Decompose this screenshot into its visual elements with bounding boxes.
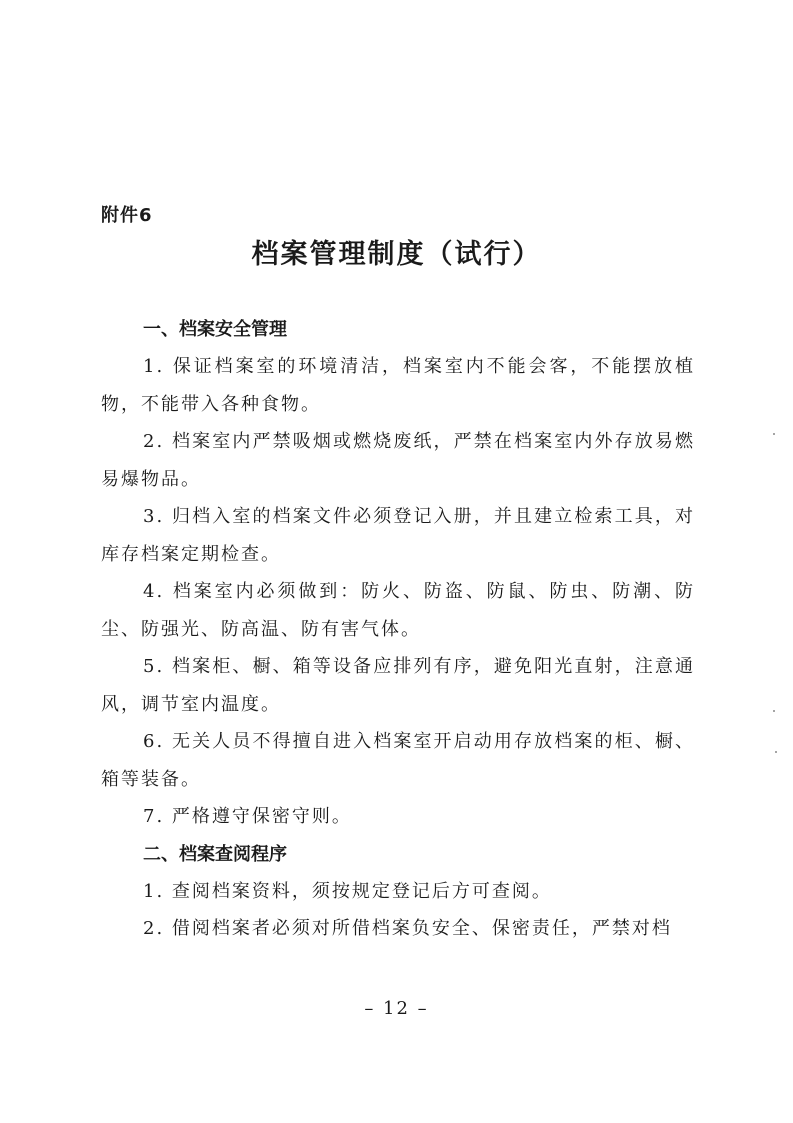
document-title: 档案管理制度（试行）: [251, 239, 542, 270]
paragraph: 5. 档案柜、橱、箱等设备应排列有序，避免阳光直射，注意通风，调节室内温度。: [101, 656, 695, 715]
section-heading: 二、档案查阅程序: [143, 843, 287, 865]
scan-speck: [775, 751, 777, 753]
scan-speck: [773, 710, 775, 712]
paragraph: 1. 查阅档案资料，须按规定登记后方可查阅。: [143, 880, 552, 902]
paragraph: 1. 保证档案室的环境清洁，档案室内不能会客，不能摆放植物，不能带入各种食物。: [101, 356, 695, 415]
paragraph: 7. 严格遵守保密守则。: [143, 806, 352, 827]
paragraph: 2. 借阅档案者必须对所借档案负安全、保密责任，严禁对档: [143, 918, 672, 939]
page-number: – 12 –: [364, 998, 429, 1019]
section-heading: 一、档案安全管理: [143, 319, 287, 340]
annex-label: 附件6: [101, 205, 153, 226]
document-body: [101, 311, 695, 948]
paragraph: 4. 档案室内必须做到：防火、防盗、防鼠、防虫、防潮、防尘、防强光、防高温、防有害气体。: [101, 581, 695, 640]
paragraph: 6. 无关人员不得擅自进入档案室开启动用存放档案的柜、橱、箱等装备。: [101, 731, 695, 790]
scan-speck: [773, 433, 775, 435]
paragraph: 2. 档案室内严禁吸烟或燃烧废纸，严禁在档案室内外存放易燃易爆物品。: [101, 431, 695, 490]
paragraph: 3. 归档入室的档案文件必须登记入册，并且建立检索工具，对库存档案定期检查。: [101, 506, 695, 565]
